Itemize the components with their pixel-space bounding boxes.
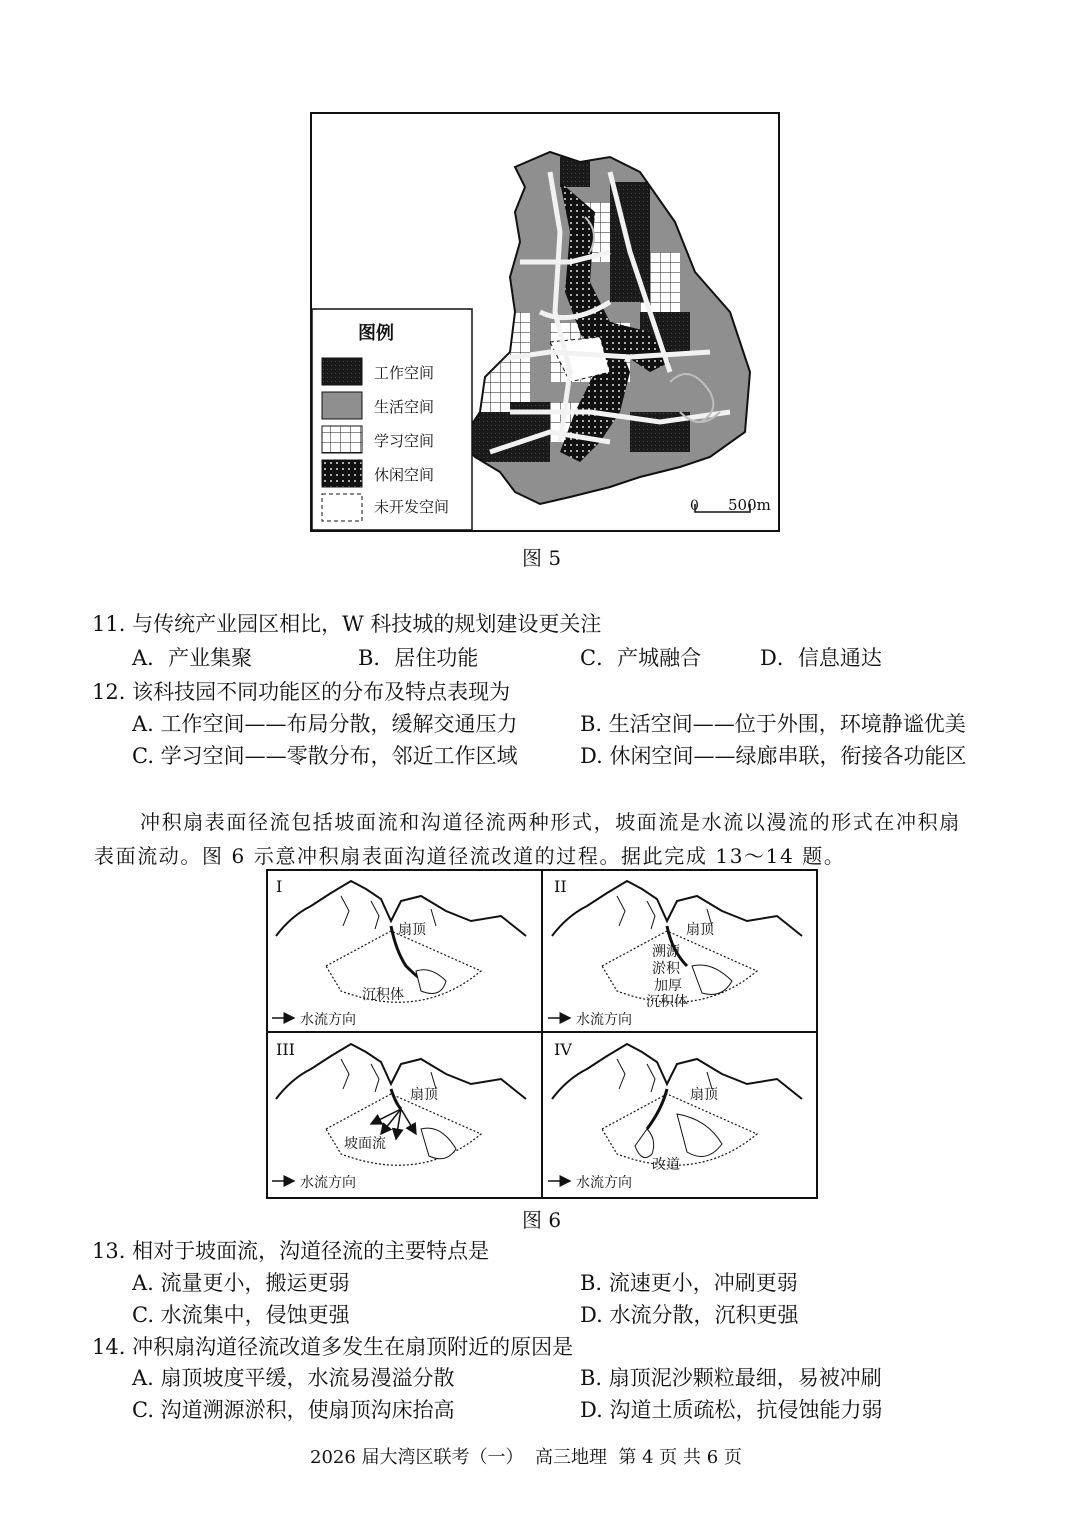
q14-option-c: C. 沟道溯源淤积，使扇顶沟床抬高 [132, 1398, 455, 1422]
figure-5-caption: 图 5 [522, 546, 562, 570]
q11-option-a: A．产业集聚 [132, 646, 253, 670]
panel-ii-headward: 溯源 [652, 944, 680, 960]
panel-iii-flow: 水流方向 [300, 1175, 356, 1191]
legend-leisure: 休闲空间 [374, 466, 435, 484]
q12-option-d: D. 休闲空间——绿廊串联，衔接各功能区 [580, 744, 967, 768]
panel-iv-flow: 水流方向 [576, 1175, 632, 1191]
figure-6 [266, 869, 818, 1199]
q14-option-d: D. 沟道土质疏松，抗侵蚀能力弱 [580, 1398, 883, 1422]
intro-line-2: 表面流动。图 6 示意冲积扇表面沟道径流改道的过程。据此完成 13～14 题。 [94, 844, 846, 868]
page-footer: 2026 届大湾区联考（一） 高三地理 第 4 页 共 6 页 [310, 1447, 742, 1468]
q11-option-c: C．产城融合 [580, 646, 702, 670]
panel-i-label: I [276, 877, 283, 896]
panel-iii-label: III [276, 1040, 295, 1059]
q12-option-c: C. 学习空间——零散分布，邻近工作区域 [132, 744, 518, 768]
q12-stem: 12. 该科技园不同功能区的分布及特点表现为 [92, 680, 511, 704]
intro-line-1: 冲积扇表面径流包括坡面流和沟道径流两种形式，坡面流是水流以漫流的形式在冲积扇 [140, 810, 961, 834]
panel-iii-sheet-flow: 坡面流 [344, 1136, 386, 1152]
panel-iv-diversion: 改道 [652, 1157, 680, 1173]
panel-i-deposit: 沉积体 [362, 987, 404, 1003]
figure-6-caption: 图 6 [522, 1208, 562, 1232]
scale-label: 500m [728, 496, 771, 514]
q11-option-b: B．居住功能 [358, 646, 479, 670]
legend-title: 图例 [358, 323, 394, 344]
legend-work: 工作空间 [374, 364, 435, 382]
q13-stem: 13. 相对于坡面流，沟道径流的主要特点是 [92, 1239, 490, 1263]
q14-option-a: A. 扇顶坡度平缓，水流易漫溢分散 [132, 1366, 455, 1390]
q14-stem: 14. 冲积扇沟道径流改道多发生在扇顶附近的原因是 [92, 1335, 574, 1359]
q13-option-c: C. 水流集中，侵蚀更强 [132, 1303, 350, 1327]
q13-option-a: A. 流量更小，搬运更弱 [132, 1271, 350, 1295]
q13-option-b: B. 流速更小，冲刷更弱 [580, 1271, 798, 1295]
q14-option-b: B. 扇顶泥沙颗粒最细，易被冲刷 [580, 1366, 882, 1390]
q11-option-d: D．信息通达 [760, 646, 882, 670]
panel-iv-label: IV [554, 1040, 572, 1059]
panel-ii-fan-apex: 扇顶 [686, 922, 714, 938]
q13-option-d: D. 水流分散，沉积更强 [580, 1303, 799, 1327]
panel-ii-silting: 淤积 [652, 961, 680, 977]
legend-learning: 学习空间 [374, 432, 435, 450]
q11-stem: 11. 与传统产业园区相比，W 科技城的规划建设更关注 [92, 612, 602, 636]
panel-iii-fan-apex: 扇顶 [410, 1087, 438, 1103]
panel-ii-thicken: 加厚 [654, 978, 682, 994]
panel-i-fan-apex: 扇顶 [398, 922, 426, 938]
panel-ii-flow: 水流方向 [576, 1012, 632, 1028]
q12-option-b: B. 生活空间——位于外围，环境静谧优美 [580, 712, 966, 736]
legend-living: 生活空间 [374, 398, 435, 416]
panel-ii-deposit: 沉积体 [646, 994, 688, 1010]
panel-i-flow: 水流方向 [300, 1012, 356, 1028]
figure-5 [310, 112, 780, 532]
panel-iv-fan-apex: 扇顶 [690, 1087, 718, 1103]
q12-option-a: A. 工作空间——布局分散，缓解交通压力 [132, 712, 518, 736]
scale-zero: 0 [690, 498, 699, 514]
legend-undeveloped: 未开发空间 [374, 498, 450, 516]
panel-ii-label: II [554, 877, 567, 896]
